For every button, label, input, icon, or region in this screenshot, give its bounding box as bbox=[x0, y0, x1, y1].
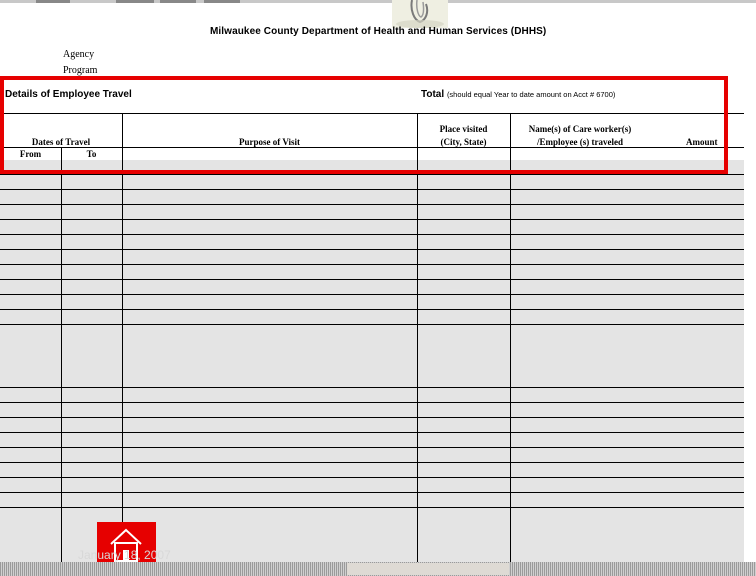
column-divider bbox=[417, 113, 418, 562]
table-row bbox=[0, 432, 744, 433]
top-tab-indicator bbox=[116, 0, 154, 3]
table-row bbox=[0, 234, 744, 235]
table-row bbox=[0, 402, 744, 403]
bottom-scrollbar[interactable] bbox=[0, 562, 756, 576]
col-header-place-line2: (City, State) bbox=[440, 137, 487, 147]
table-row bbox=[0, 462, 744, 463]
top-tab-indicator bbox=[204, 0, 240, 3]
col-header-amount: Amount bbox=[686, 137, 718, 147]
program-label: Program bbox=[63, 65, 98, 76]
col-header-from: From bbox=[19, 149, 42, 159]
table-row bbox=[0, 204, 744, 205]
page-title: Milwaukee County Department of Health and Human Services (DHHS) bbox=[210, 26, 547, 37]
table-row bbox=[0, 417, 744, 418]
table-row bbox=[0, 174, 744, 175]
total-text: Total bbox=[421, 89, 445, 100]
col-header-names-line2: /Employee (s) traveled bbox=[537, 137, 623, 147]
footer-date: January 18, 2007 bbox=[78, 548, 171, 562]
col-header-purpose: Purpose of Visit bbox=[238, 137, 300, 147]
col-header-place-line1: Place visited bbox=[439, 124, 488, 134]
table-row bbox=[0, 492, 744, 493]
table-row bbox=[0, 387, 744, 388]
table-row bbox=[0, 309, 744, 310]
header-divider bbox=[0, 113, 744, 114]
total-label bbox=[421, 89, 615, 100]
table-row bbox=[0, 477, 744, 478]
table-row bbox=[0, 219, 744, 220]
travel-table-body bbox=[0, 160, 744, 570]
table-row bbox=[0, 279, 744, 280]
table-row bbox=[0, 507, 744, 508]
col-header-names-line1: Name(s) of Care worker(s) bbox=[528, 124, 632, 134]
col-header-to: To bbox=[86, 149, 97, 159]
paperclip-icon bbox=[392, 0, 448, 28]
top-tab-indicator bbox=[36, 0, 70, 3]
table-row bbox=[0, 249, 744, 250]
agency-label: Agency bbox=[63, 49, 95, 60]
section-title: Details of Employee Travel bbox=[5, 89, 132, 100]
top-scrollbar[interactable] bbox=[0, 0, 756, 3]
table-row bbox=[0, 264, 744, 265]
total-note: (should equal Year to date amount on Acct # 6700) bbox=[446, 90, 616, 99]
table-row bbox=[0, 294, 744, 295]
top-tab-indicator bbox=[160, 0, 196, 3]
scrollbar-thumb[interactable] bbox=[347, 563, 509, 575]
column-divider bbox=[61, 147, 62, 562]
column-divider bbox=[510, 113, 511, 562]
table-row bbox=[0, 447, 744, 448]
col-header-dates: Dates of Travel bbox=[31, 137, 91, 147]
table-row bbox=[0, 324, 744, 325]
table-row bbox=[0, 189, 744, 190]
column-divider bbox=[122, 113, 123, 562]
